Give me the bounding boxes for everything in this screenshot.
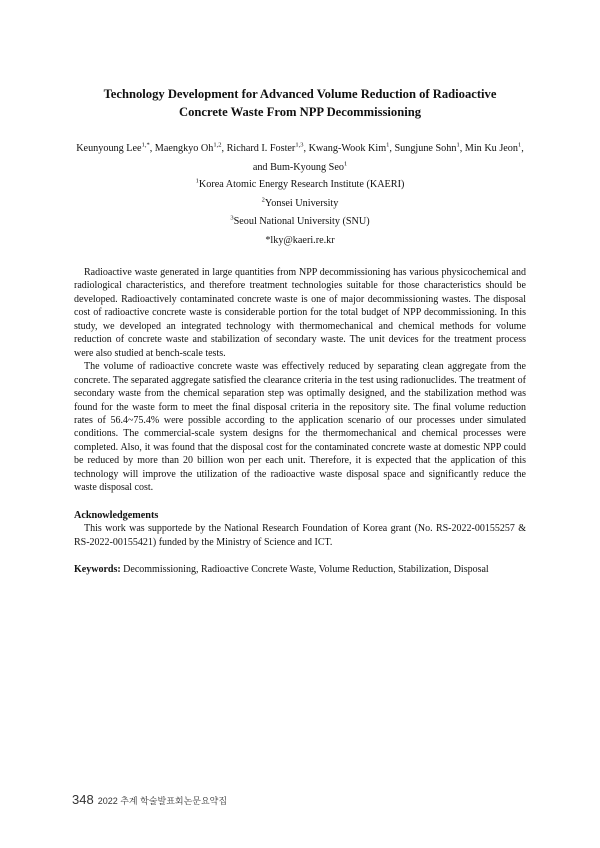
author-separator: , [303,143,309,154]
affiliation-item [60,195,540,214]
acknowledgements-heading: Acknowledgements [74,509,159,521]
author-name: Keunyoung Lee [76,143,142,154]
author-affiliation-mark: 1,* [141,141,150,149]
author-affiliation-mark: 1 [456,141,460,149]
author-name: and Bum-Kyoung Seo [252,162,344,173]
author-name: Sungjune Sohn [394,143,457,154]
abstract-paragraph-2: The volume of radioactive concrete waste was effectively reduced by separating clean aggregate from the concrete. The separated aggregate satisfied the clearance criteria in the test using radionuclides. The treatment of secondary waste from the chemical separation step was optimally designed, and the stabilization method was found for the waste form to meet the final disposal criteria in the repository site. The final volume reduction rates of 56.4~75.4% were possible according to the application scenario of our processes under simulated conditions. The commercial-scale system designs for the thermomechanical and chemical processes were completed. Also, it was found that the disposal cost for the contaminated concrete waste at domestic NPP could be reduced by more than 20 billion won per each unit. Therefore, it is expected that the application of this technology will improve the utilization of the radioactive waste disposal space and significantly reduce the waste disposal cost. [74,361,526,494]
author-affiliation-mark: 1,2 [213,141,222,149]
author-separator: , [521,143,524,154]
author-affiliation-mark: 1 [343,160,348,168]
page-number: 348 [72,792,94,807]
page-footer [72,791,227,809]
affiliation-mark: 3 [230,214,234,222]
keywords-label: Keywords: [74,564,121,576]
keywords-line [74,563,526,577]
paper-body [74,266,526,577]
author-name: Richard I. Foster [226,143,296,154]
author-name: Kwang-Wook Kim [308,143,387,154]
author-line-2 [40,158,560,177]
author-separator: , [221,143,227,154]
affiliation-mark: 2 [261,196,265,204]
paper-title [60,85,540,121]
title-line-2: Concrete Waste From NPP Decommissioning [178,105,422,119]
author-list [40,139,560,177]
author-affiliation-mark: 1,3 [295,141,304,149]
keywords-text: Decommissioning, Radioactive Concrete Waste, Volume Reduction, Stabilization, Disposal [120,564,489,576]
author-affiliation-mark: 1 [518,141,522,149]
abstract-paragraph-1: Radioactive waste generated in large quantities from NPP decommissioning has various physicochemical and radiological characteristics, and therefore treatment technologies suitable for those characteristics should be developed. Radioactively contaminated concrete waste is one of major decommissioning wastes. The disposal cost of radioactive concrete waste is considerable portion for the total budget of NPP decommissioning. In this study, we developed an integrated technology with thermomechanical and chemical methods for volume reduction of concrete waste and stabilization of secondary waste. The unit devices for the treatment process were also studied at bench-scale tests. [74,267,526,359]
author-line-1 [40,139,560,158]
acknowledgements-text: This work was supportede by the National Research Foundation of Korea grant (No. RS-2022-00155257 & RS-2022-00155421) funded by the Ministry of Science and ICT. [74,523,526,548]
affiliation-item [60,176,540,195]
affiliation-item [60,213,540,232]
author-affiliation-mark: 1 [386,141,390,149]
author-name: Min Ku Jeon [464,143,518,154]
author-name: Maengkyo Oh [154,143,214,154]
title-line-1: Technology Development for Advanced Volume Reduction of Radioactive [103,87,497,101]
affiliation-name: Seoul National University (SNU) [233,216,370,227]
affiliation-name: Korea Atomic Energy Research Institute (KAERI) [198,179,405,190]
author-separator: , [459,143,465,154]
author-separator: , [149,143,155,154]
affiliation-name: Yonsei University [264,197,339,209]
corresponding-email: *lky@kaeri.re.kr [265,234,335,246]
proceedings-title: 2022 추계 학술발표회논문요약집 [97,796,228,806]
author-separator: , [389,143,395,154]
affiliation-mark: 1 [195,177,199,185]
affiliation-list [60,176,540,250]
